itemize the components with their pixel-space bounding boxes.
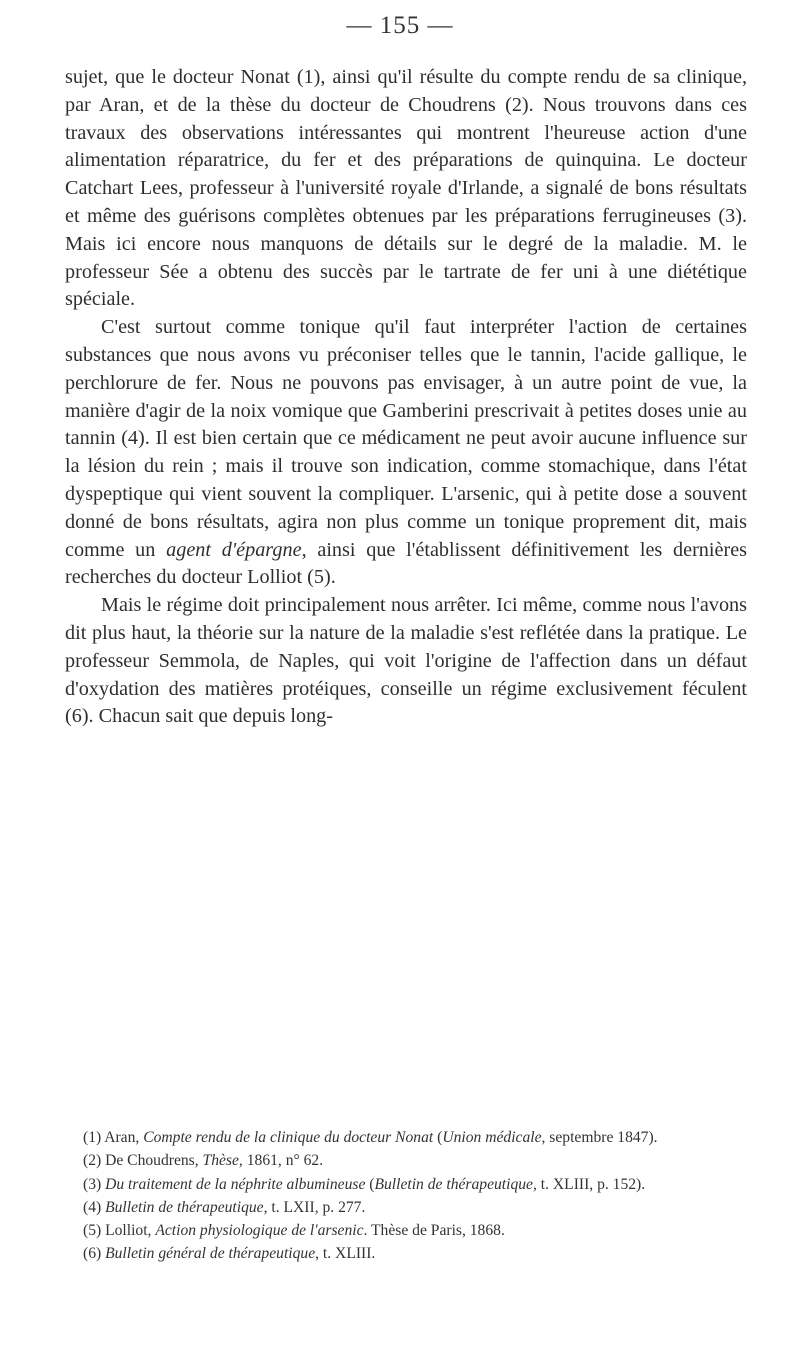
footnote-4 — [65, 1196, 747, 1219]
footnote-5-author: (5) Lolliot, — [83, 1222, 156, 1240]
footnote-1 — [65, 1126, 747, 1149]
footnote-5-title: Action physiologique de l'arsenic — [155, 1222, 364, 1240]
footnote-4-ref: , t. LXII, p. 277. — [263, 1198, 366, 1216]
footnote-3-journal: Bulletin de thérapeutique — [374, 1175, 533, 1193]
footnote-3-text-b: ( — [365, 1175, 375, 1193]
footnote-1-journal: Union médicale — [442, 1129, 542, 1146]
paragraph-2-emphasis: agent d'épargne — [166, 538, 302, 561]
paragraph-2 — [65, 314, 747, 592]
paragraph-2-text-a: C'est surtout comme tonique qu'il faut interpréter l'action de certaines substances que nous avons vu préconiser telles que le tannin, l'acide gallique, le perchlorure de fer. Nous ne pouvons pas envisager, à un autre point de vue, la manière d'agir de la noix vomique que Gamberini prescrivait à petites doses unie au tannin (4). Il est bien certain que ce médicament ne peut avoir aucune influence sur la lésion du rein ; mais il trouve son indication, comme stomachique, dans l'état dyspeptique qui vient souvent la compliquer. L'arsenic, qui à petite dose a souvent donné de bons résultats, agira non plus comme un tonique proprement dit, mais comme un — [65, 316, 747, 561]
paragraph-3: Mais le régime doit principalement nous arrêter. Ici même, comme nous l'avons dit plus haut, la théorie sur la nature de la maladie s'est reflétée dans la pratique. Le professeur Semmola, de Naples, qui voit l'origine de l'affection dans un défaut d'oxydation des matières protéiques, conseille un régime exclusivement féculent (6). Chacun sait que depuis long- — [65, 594, 747, 728]
main-text — [65, 64, 747, 731]
footnote-6-num: (6) — [83, 1245, 106, 1263]
footnote-3-ref: , t. XLIII, p. 152). — [532, 1175, 646, 1193]
footnote-2-text: (2) De Choudrens, — [83, 1152, 203, 1170]
footnote-3 — [65, 1173, 747, 1196]
footnote-1-date: , septembre 1847). — [541, 1129, 658, 1146]
footnote-6-journal: Bulletin général de thérapeutique — [105, 1245, 316, 1263]
footnote-5 — [65, 1219, 747, 1242]
footnote-4-journal: Bulletin de thérapeutique — [105, 1198, 264, 1216]
paragraph-1: sujet, que le docteur Nonat (1), ainsi qu'il résulte du compte rendu de sa clinique, par Aran, et de la thèse du docteur de Choudrens (2). Nous trouvons dans ces travaux des observations intéressantes qui montrent l'heureuse action d'une alimentation réparatrice, du fer et des préparations de quinquina. Le docteur Catchart Lees, professeur à l'université royale d'Irlande, a signalé de bons résultats et même des guérisons complètes obtenues par les préparations ferrugineuses (3). Mais ici encore nous manquons de détails sur le degré de la maladie. M. le professeur Sée a obtenu des succès par le tartrate de fer uni à une diététique spéciale. — [65, 66, 747, 311]
footnotes — [65, 1126, 747, 1266]
footnote-3-title: Du traitement de la néphrite albumineuse — [105, 1175, 366, 1193]
footnote-6 — [65, 1242, 747, 1265]
page-number: — 155 — — [346, 12, 454, 39]
paragraph-2-text-b: , ainsi que l'établissent définitivement les dernières recherches du docteur Lolliot (5). — [65, 538, 748, 589]
footnote-1-text: (1) Aran, — [83, 1129, 144, 1146]
footnote-1-text-b: ( — [433, 1129, 443, 1146]
footnote-5-ref: . Thèse de Paris, 1868. — [363, 1222, 505, 1240]
footnote-3-num: (3) — [83, 1175, 106, 1193]
footnote-2 — [65, 1149, 747, 1172]
footnote-2-title: Thèse — [202, 1152, 239, 1170]
footnote-6-ref: , t. XLIII. — [315, 1245, 376, 1263]
footnote-4-num: (4) — [83, 1198, 106, 1216]
footnote-1-title: Compte rendu de la clinique du docteur Nonat — [143, 1129, 434, 1146]
footnote-2-ref: , 1861, n° 62. — [238, 1152, 324, 1170]
